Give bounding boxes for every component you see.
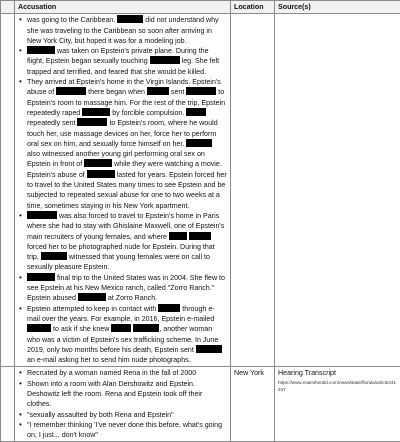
list-item <box>18 410 227 420</box>
redaction-bar <box>27 273 55 281</box>
redaction-bar <box>150 56 180 64</box>
redaction-bar <box>133 324 159 332</box>
redaction-bar <box>186 139 212 147</box>
accusation-cell <box>15 14 231 367</box>
redaction-bar <box>77 118 107 126</box>
item-text: while they were watching a movie. Epstein's abuse of <box>27 160 222 178</box>
header-location: Location <box>231 1 275 14</box>
location-cell <box>231 14 275 367</box>
list-item <box>18 273 227 304</box>
item-text: at Zorro Ranch. <box>106 294 157 302</box>
list-item <box>18 379 227 410</box>
item-text: Epstein attempted to keep in contact with <box>27 305 158 313</box>
item-text: repeatedly sent <box>27 119 77 127</box>
item-text: witnessed that young females were on call to sexually pleasure Epstein. <box>27 253 210 271</box>
location-cell: New York <box>231 367 275 442</box>
redaction-bar <box>169 232 187 240</box>
redaction-bar <box>41 252 67 260</box>
sources-cell <box>275 14 400 367</box>
item-text: by forcible compulsion. <box>110 109 186 117</box>
redaction-bar <box>84 159 112 167</box>
item-text: to Epstein's room, where he would touch her, use massage devices on her, force her to perform oral sex on him, and sexually force himself on her. <box>27 119 218 148</box>
item-text: also witnessed another young girl performing oral sex on Epstein in front of <box>27 150 205 168</box>
item-text: They arrived at Epstein's home in the Virgin Islands. Epstein's abuse of <box>27 78 221 96</box>
item-text: was taken on Epstein's private plane. During the flight, Epstein began sexually touching <box>27 47 209 65</box>
redaction-bar <box>27 211 57 219</box>
redaction-bar <box>189 232 211 240</box>
redaction-bar <box>111 324 131 332</box>
redaction-bar <box>82 108 110 116</box>
redaction-bar <box>78 293 106 301</box>
list-item <box>18 211 227 273</box>
row-index-cell <box>1 14 15 367</box>
accusation-cell <box>15 367 231 442</box>
item-text: "sexually assaulted by both Rena and Epstein" <box>27 411 174 419</box>
redaction-bar <box>196 345 222 353</box>
list-item <box>18 46 227 77</box>
list-item <box>18 304 227 366</box>
header-accusation: Accusation <box>15 1 231 14</box>
header-sources: Source(s) <box>275 1 400 14</box>
redaction-bar <box>147 87 169 95</box>
row-index-cell <box>1 367 15 442</box>
item-text: leg. She felt trapped and terrified, and feared that she would be killed. <box>27 57 219 75</box>
redaction-bar <box>186 87 216 95</box>
item-text: "I remember thinking 'I've never done this before, what's going on, I just... don't know" <box>27 421 222 439</box>
list-item <box>18 15 227 46</box>
item-text: there began when <box>86 88 147 96</box>
item-text: to ask if she knew <box>51 325 111 333</box>
header-blank <box>1 1 15 14</box>
item-text: to Epstein's room to massage him. For the rest of the trip, Epstein repeatedly raped <box>27 88 225 117</box>
item-text: forced her to be photographed nude for Epstein. During that trip, <box>27 243 215 261</box>
list-item <box>18 368 227 378</box>
item-text: an e-mail asking her to send him nude photographs. <box>27 356 191 364</box>
item-text: final trip to the United States was in 2004. She flew to see Epstein at his New Mexico ranch, called "Zorro Ranch." Epstein abused <box>27 274 225 303</box>
redaction-bar <box>27 46 55 54</box>
table-row <box>1 14 400 367</box>
list-item <box>18 420 227 441</box>
sources-cell <box>275 367 400 442</box>
source-title: Hearing Transcript <box>278 368 397 378</box>
list-item <box>18 77 227 211</box>
item-text: was also forced to travel to Epstein's home in Paris where she had to stay with Ghislaine Maxwell, one of Epstein's main recruiters of young females, and where <box>27 212 224 241</box>
item-text: did not understand why she was traveling to the Caribbean so soon after arriving in New York City, but hoped it was for a modeling job. <box>27 16 219 45</box>
redaction-bar <box>186 108 206 116</box>
redaction-bar <box>27 324 51 332</box>
item-text: through e-mail over the years. For example, in 2016, Epstein e-mailed <box>27 305 215 323</box>
redaction-bar <box>117 15 143 23</box>
item-text: , another woman who was a victim of Epstein's sex trafficking scheme. In June 2019, only two months before his death, Epstein sent <box>27 325 218 354</box>
accusation-list <box>18 368 227 440</box>
item-text: was going to the Caribbean. <box>27 16 117 24</box>
accusation-list <box>18 15 227 365</box>
item-text: sent <box>169 88 186 96</box>
item-text: lasted for years. Epstein forced her to travel to the United States many times to see Epstein and be subjected to repeated sexual abuse for one to two weeks at a time, sometimes staying in his New York apartment. <box>27 171 227 210</box>
table-header-row <box>1 1 400 14</box>
redaction-bar <box>158 304 180 312</box>
source-url[interactable]: https://www.miamiherald.com/news/state/florida/article231247 <box>278 379 397 393</box>
item-text: Recruited by a woman named Rena in the fall of 2000 <box>27 369 196 377</box>
redaction-bar <box>87 170 115 178</box>
redaction-bar <box>56 87 86 95</box>
table-row <box>1 367 400 442</box>
item-text: Shown into a room with Alan Dershowitz and Epstein. Deshowitz left the room. Rena and Epstein took off their clothes. <box>27 380 202 409</box>
